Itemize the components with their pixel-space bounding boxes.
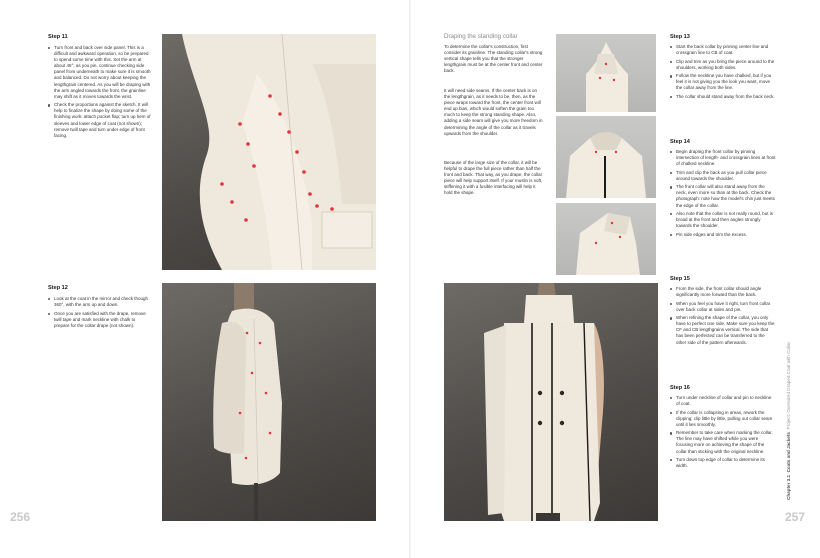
list-item: Look at the coat in the mirror and check though 360°, with the arm up and down. xyxy=(48,296,152,308)
step-14-photo-a xyxy=(556,116,656,198)
list-item: Also note that the collar is not really round, but is broad at the front and then angles strongly towards the shoulder. xyxy=(670,211,776,229)
step-13-title: Step 13 xyxy=(670,34,690,40)
list-item: When you feel you have it right, turn front collar over back collar at sides and pin. xyxy=(670,301,776,313)
page-gutter xyxy=(409,0,411,558)
page-number-right: 257 xyxy=(785,510,806,524)
intro-paragraph-2: It will need side seams. If the center back is on the lengthgrain, as it needs to be, then, as the piece wraps toward the front, the center front will end up bias, which would soften the grain too much to keep the strong standing shape. Also, adding a side seam will give you more freedom in determining the angle of the collar as it travels upwards from the shoulder. xyxy=(444,88,543,136)
section-title: Draping the standing collar xyxy=(444,33,518,40)
list-item: Turn down top edge of collar to determine its width. xyxy=(670,457,776,469)
back-collar-illustration xyxy=(556,34,656,112)
step-14-title: Step 14 xyxy=(670,139,690,145)
list-item: Turn front and back over side panel. This is a difficult and awkward operation, so be prepared to spend some time with this. Set the arm at about 45°; as you pin, continue checking side panel from underneath to make sure it is smooth and balanced. Do not worry about keeping the lengthgrain centered. As you will be draping with the arm angled towards the front, the grainline may shift as it moves towards the wrist. xyxy=(48,45,152,100)
step-12-bullets xyxy=(48,296,152,331)
front-collar-illustration xyxy=(556,116,656,198)
step-16-bullets xyxy=(670,395,776,472)
collar-side-illustration xyxy=(556,203,656,275)
step-11-title: Step 11 xyxy=(48,34,68,40)
coat-front-photo xyxy=(444,283,658,521)
step-12-photo xyxy=(162,283,376,521)
list-item: When refining the shape of the collar, you only have to perfect one side. Make sure you keep the CF and CB lengthgrains vertical. The side that has been perfected can be transferred to the other side of the pattern afterwards. xyxy=(670,315,776,345)
step-15-title: Step 15 xyxy=(670,276,690,282)
step-16-title: Step 16 xyxy=(670,385,690,391)
list-item: Check the proportions against the sketch. It will help to finalize the shape by doing some of the finishing work: attach pocket flap; turn up hem of sleeves and lower edge of coat (not shown); remove twill tape and turn under edge of front facing. xyxy=(48,102,152,139)
running-head xyxy=(786,342,791,500)
coat-side-view-illustration xyxy=(162,283,376,521)
list-item: Pin side edges and trim the excess. xyxy=(670,232,776,238)
list-item: The collar should stand away from the back neck. xyxy=(670,94,776,100)
running-head-title: Coats and Jackets xyxy=(786,432,791,473)
step-12-title: Step 12 xyxy=(48,285,68,291)
list-item: From the side, the front collar should angle significantly more forward than the back. xyxy=(670,286,776,298)
coat-side-panel-illustration xyxy=(162,34,376,270)
running-head-chapter: Chapter 3.1 xyxy=(786,474,791,500)
list-item: Trim and clip the back as you pull collar piece around towards the shoulder. xyxy=(670,170,776,182)
page-number-left: 256 xyxy=(10,510,31,524)
list-item: If the collar is collapsing in areas, rework the clipping; clip little by little, pulling out collar seam until it lies smoothly. xyxy=(670,410,776,428)
coat-front-illustration xyxy=(444,283,658,521)
list-item: Clip and trim as you bring the piece around to the shoulders, working both sides. xyxy=(670,59,776,71)
list-item: Begin draping the front collar by pinning intersection of length- and crossgrain lines at front of chalked neckline. xyxy=(670,149,776,167)
list-item: The front collar will also stand away from the neck, even more so than at the back. Check the photograph: note how the model's chin just meets the edge of the collar. xyxy=(670,184,776,208)
step-14-bullets xyxy=(670,149,776,240)
step-13-photo xyxy=(556,34,656,112)
intro-paragraph-3: Because of the large size of the collar, it will be helpful to drape the full piece rather than half the front and back. That way, as you drape, the collar piece will help support itself. If your muslin is soft, stiffening it with a fusible interfacing will help it hold the shape. xyxy=(444,160,543,196)
step-13-bullets xyxy=(670,44,776,102)
step-15-bullets xyxy=(670,286,776,348)
list-item: Follow the neckline you have chalked, but if you feel it is not giving you the look you want, move the collar away from the line. xyxy=(670,73,776,91)
list-item: Once you are satisfied with the drape, remove twill tape and mark neckline with chalk to prepare for the collar drape (not shown). xyxy=(48,311,152,329)
list-item: Start the back collar by pinning center line and crossgrain line to CB of coat. xyxy=(670,44,776,56)
list-item: Remember to take care when marking the collar. The line may have shifted while you were focusing more on achieving the shape of the collar than sticking with the original neckline. xyxy=(670,430,776,454)
step-14-photo-b xyxy=(556,203,656,275)
list-item: Turn under neckline of collar and pin to neckline of coat. xyxy=(670,395,776,407)
intro-paragraph-1: To determine the collar's construction, first consider its grainline. The standing collar's strong vertical shape tells you that the stronger lengthgrain must be at the center front and center back. xyxy=(444,44,543,74)
running-head-project: Project: Oversized Draped Coat with Collar xyxy=(786,341,791,430)
step-11-bullets xyxy=(48,45,152,141)
step-11-photo xyxy=(162,34,376,270)
